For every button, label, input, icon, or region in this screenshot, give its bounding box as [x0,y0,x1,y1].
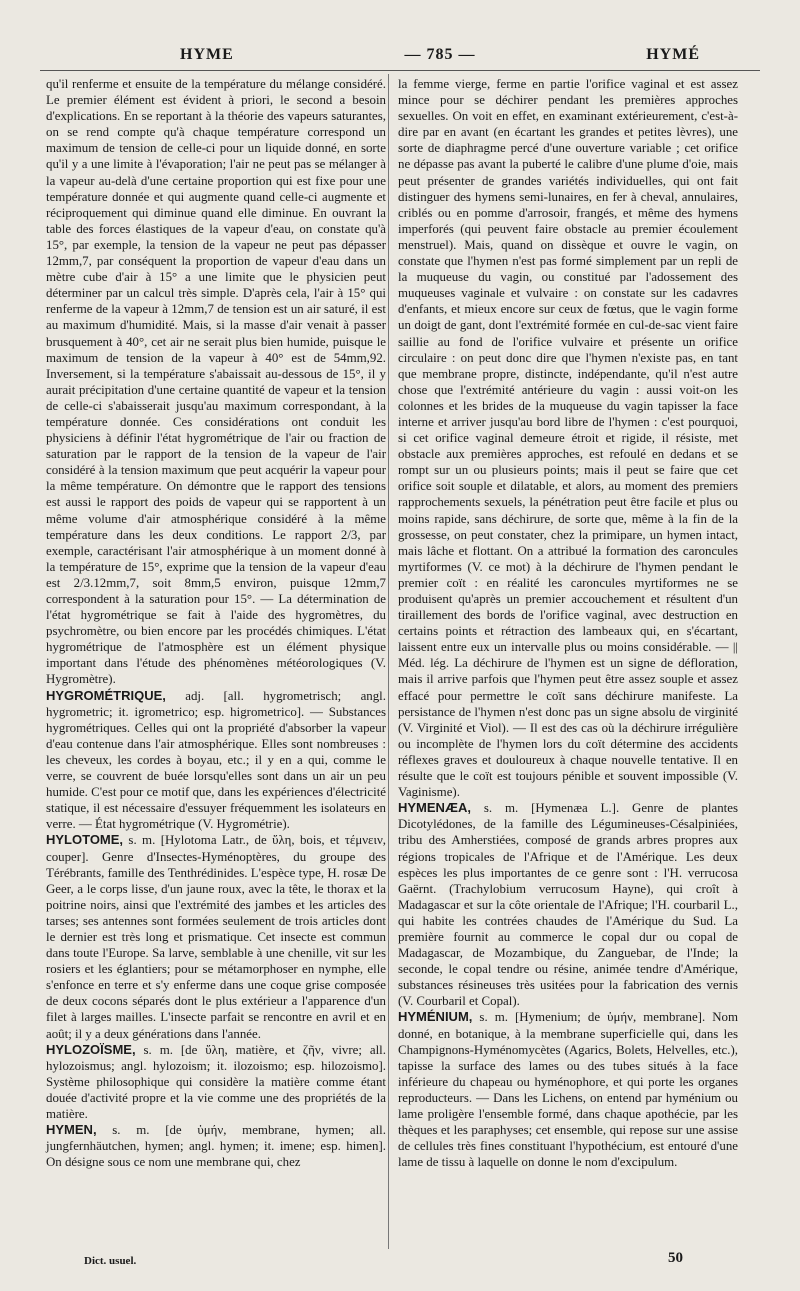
entry-hymenium [398,1009,738,1170]
page-header [40,40,760,70]
column-divider [388,74,389,1249]
entry-headword: HYMÉNIUM, [398,1009,473,1025]
entry-hymenaea [398,800,738,1009]
header-rule [40,70,760,71]
entry-text: s. m. [Hylotoma Latr., de ὕλη, bois, et τέμνειν, couper]. Genre d'Insectes-Hyménoptères, du groupe des Térébrants, famille des Tenthrédinides. L'espèce type, H. rosæ De Geer, a le corps lisse, d'un jaune roux, avec la tête, le thorax et la poitrine noirs, ainsi que l'extrémité des jambes et les articles des tarses; ses antennes sont formées seulement de trois articles dont le dernier est très long et prismatique. Cet insecte est commun dans toute l'Europe. Sa larve, semblable à une chenille, vit sur les rosiers et les églantiers; pour se métamorphoser en nymphe, elle s'enfonce en terre et s'y enferme dans une coque grise composée de deux cocons séparés dont le plus extérieur a l'apparence d'un filet à larges mailles. L'insecte parfait se rencontre en avril et en août; il y a deux générations dans l'année. [46,833,386,1041]
entry-text: s. m. [Hymenium; de ὑμήν, membrane]. Nom donné, en botanique, à la membrane superficielle qui, dans les Champignons-Hyménomycètes (Agarics, Bolets, Helvelles, etc.), tapisse la surface des lames ou des tubes situés à la face inférieure du chapeau ou hyménophore, et qui porte les organes reproducteurs. — Dans les Lichens, on entend par hyménium ou lame proligère l'ensemble formé, dans chaque apothécie, par les thèques et les paraphyses; cet ensemble, qui repose sur une assise de cellules très fines constituant l'hypothécium, est entouré d'une lame de tissu à laquelle on donne le nom d'excipulum. [398,1010,738,1170]
entry-headword: HYMENÆA, [398,800,471,816]
header-right-word: HYMÉ [646,46,700,63]
entry-headword: HYLOZOÏSME, [46,1041,136,1057]
paragraph-continuation: qu'il renferme et ensuite de la température du mélange considéré. Le premier élément est évident à priori, le second a besoin d'explications. En se reportant à la théorie des vapeurs saturantes, on se rend compte qu'à chaque température correspond un maximum de tension de celle-ci pour un liquide donné, en sorte qu'il y a une limite à l'évaporation; l'air ne peut pas se mélanger à la vapeur au-delà d'une certaine proportion qui est fixe pour une température donnée et qui augmente quand celle-ci augmente et réciproquement qui diminue quand elle diminue. En ouvrant la table des forces élastiques de la vapeur d'eau, on constate qu'à 15°, par exemple, la tension de la vapeur ne peut pas dépasser 12mm,7, par conséquent la proportion de vapeur d'eau dans un mètre cube d'air à 15° a une limite que le physicien peut déterminer par un calcul très simple. D'après cela, l'air à 15° qui renferme de la vapeur à 12mm,7 de tension est un air saturé, il est au maximum d'humidité. Mais, si la masse d'air venait à passer brusquement à 40°, cet air ne serait plus bien humide, puisque le maximum de tension de la vapeur à 40° est de 54mm,92. Inversement, si la température s'abaissait au-dessous de 15°, il y aurait précipitation d'une certaine quantité de vapeur et la tension de celle-ci s'abaisserait jusqu'au maximum correspondant, à la température donnée. Ces considérations ont conduit les physiciens à définir l'état hygrométrique de l'air ou fraction de saturation par le rapport de la tension de la vapeur de l'air considéré à la tension maximum que peut acquérir la vapeur pour la même température. On démontre que le rapport des tensions est aussi le rapport des poids de vapeur qui se rapportent à un même volume d'air atmosphérique considéré à la même température dans les deux conditions. Le rapport 2/3, par exemple, caractérisant l'air atmosphérique à un moment donné à la température de 15°, exprime que la tension de la vapeur d'eau est 2/3.12mm,7, soit 8mm,5 environ, puisque 12mm,7 correspondent à la saturation pour 15°. — La détermination de l'état hygrométrique se fait à l'aide des hygromètres, du psychromètre, ou bien encore par les procédés chimiques. L'état hygrométrique de l'atmosphère est un élément physique important dans l'étude des phénomènes météorologiques (V. Hygromètre). [46,77,386,687]
page-number-header: — 785 — [404,46,476,63]
entry-text: s. m. [Hymenæa L.]. Genre de plantes Dicotylédones, de la famille des Légumineuses-Césalpiniées, tribu des Amherstiées, composé de grands arbres propres aux régions tropicales de l'Afrique et de l'Amérique. Les deux espèces les plus importantes de ce genre sont : l'H. verrucosa Gaërnt. (Trachylobium verrucosum Hayne), qui croît à Madagascar et sur la côte orientale de l'Afrique; l'H. courbaril L., qui habite les contrées chaudes de l'Amérique du Sud. La première fournit au commerce le copal dur ou copal de Madagascar, de Mozambique, du Zanguebar, de l'Inde; la seconde, le copal tendre ou résine, animée tendre d'Amérique, substances résineuses très usitées pour la fabrication des vernis (V. Courbaril et Copal). [398,801,738,1009]
right-column [398,76,738,1170]
entry-hymen [46,1122,386,1170]
header-left-word: HYME [180,46,234,63]
entry-headword: HYLOTOME, [46,832,124,848]
entry-text: s. m. [de ὑμήν, membrane, hymen; all. jungfernhäutchen, hymen; angl. hymen; it. imene; esp. himen]. On désigne sous ce nom une membrane qui, chez [46,1123,386,1170]
entry-text: s. m. [de ὕλη, matière, et ζῆν, vivre; all. hylozoismus; angl. hylozoism; it. ilozoismo; esp. hilozoismo]. Système philosophique qui considère la matière comme étant douée d'activité propre et la vie comme une des propriétés de la matière. [46,1042,386,1121]
entry-hylotome [46,832,386,1041]
entry-headword: HYGROMÉTRIQUE, [46,687,166,703]
paragraph-continuation: la femme vierge, ferme en partie l'orifice vaginal et est assez mince pour se déchirer pendant les premières approches sexuelles. On voit en effet, en examinant extérieurement, c'est-à-dire par en avant (en écartant les grandes et petites lèvres), une sorte de diaphragme percé d'une ouverture variable ; cet orifice ne dépasse pas avant la puberté le calibre d'une plume d'oie, mais peut présenter de grandes variétés individuelles, qui ont fait distinguer des hymens semi-lunaires, en fer à cheval, annulaires, criblés ou en pomme d'arrosoir, frangés, et même des hymens imperforés (qui peuvent faire obstacle au premier écoulement menstruel). Mais, quand on dissèque et ouvre le vagin, on constate que l'hymen n'est pas formé simplement par un repli de la muqueuse du vagin, ou constitué par l'adossement des muqueuses vaginale et vulvaire : on constate sur les cadavres d'enfants, et mieux encore sur ceux de fœtus, que le vagin forme un doigt de gant, dont l'extrémité formée en cul-de-sac vient faire saillie au fond de l'orifice vulvaire et présente un orifice circulaire : on peut donc dire que l'hymen n'existe pas, en tant que membrane propre, distincte, indépendante, qu'il n'est autre chose que l'extrémité antérieure du vagin : aussi voit-on les colonnes et les brides de la muqueuse du vagin tapisser la face interne et arriver jusqu'au bord libre de l'hymen : c'est pourquoi, si cet orifice vaginal demeure étroit et rigide, il résiste, met obstacle aux premières approches, est refoulé en dedans et se rompt sur un ou plusieurs points; mais il peut se faire que cet orifice soit souple et dilatable, et alors, au moment des premiers rapprochements sexuels, la pénétration peut être facile et plus ou moins rapide, sans déchirure, de sorte que, même à la fin de la grossesse, on peut constater, chez la primipare, un hymen intact, mais lâche et flottant. On a attribué la formation des caroncules myrtiformes (V. ce mot) à la déchirure de l'hymen pendant le premier coït : en réalité les caroncules myrtiformes ne se produisent qu'après un premier accouchement et résultent d'un tiraillement des bords de l'orifice vaginal, avec destruction en certains points et rétraction des lambeaux qui, en s'écartant, laissent entre eux un intervalle plus ou moins considérable. — || Méd. lég. La déchirure de l'hymen est un signe de défloration, mais il arrive parfois que l'hymen peut être assez souple et assez effacé pour permettre le coït sans déchirure manifeste. La persistance de l'hymen n'est donc pas un signe absolu de virginité (V. Virginité et Viol). — Il est des cas où la déchirure irrégulière ou incomplète de l'hymen lors du coït détermine des accidents réflexes graves et douloureux à chaque nouvelle tentative. Il en résulte que le coït est toujours pénible et souvent impossible (V. Vaginisme). [398,77,738,800]
entry-text: adj. [all. hygrometrisch; angl. hygrometric; it. igrometrico; esp. higrometrico]. — Substances hygrométriques. Celles qui ont la propriété d'absorber la vapeur d'eau contenue dans l'air atmosphérique. Elles sont nombreuses : les cheveux, les cordes à boyau, etc.; il y en a qui, comme le verre, se couvrent de buée lorsqu'elles sont dans un air un peu humide. C'est pour ce motif que, dans les expériences d'électricité statique, il est nécessaire d'essuyer fréquemment les isolateurs en verre. — État hygrométrique (V. Hygrométrie). [46,688,386,832]
entry-hygrometrique [46,688,386,833]
entry-headword: HYMEN, [46,1122,97,1138]
left-column [46,76,386,1170]
sheet-number: 50 [668,1250,683,1266]
footer-signature: Dict. usuel. [84,1255,137,1267]
entry-hylozoisme [46,1042,386,1122]
